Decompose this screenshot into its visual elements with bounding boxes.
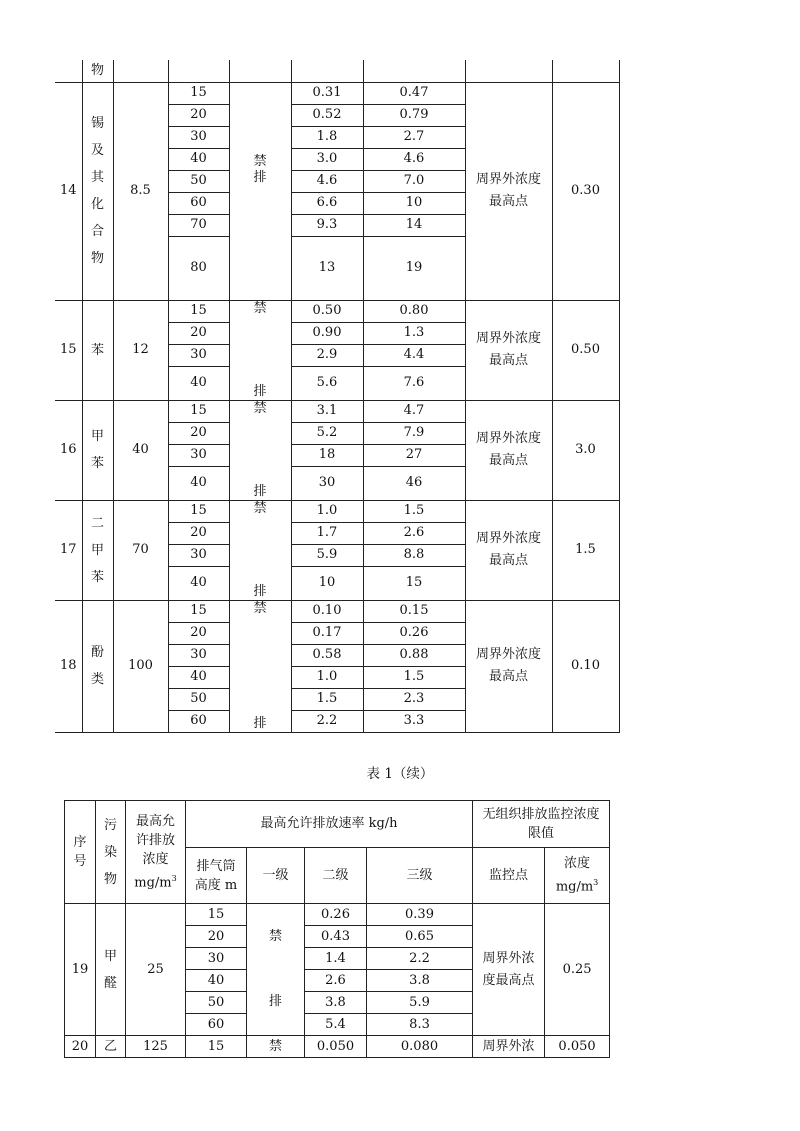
table-row: [65, 1036, 610, 1058]
table-cell: [229, 60, 291, 82]
level3-rate: 15: [363, 566, 465, 600]
header-no: 序号: [65, 801, 96, 904]
max-concentration: 12: [113, 300, 168, 400]
monitor-point: 周界外浓度最高点: [465, 300, 552, 400]
level2-rate: 0.43: [305, 926, 367, 948]
header-max-conc-label: 最高允许排放浓度: [135, 813, 175, 867]
row20-name: 乙: [96, 1036, 126, 1058]
stack-height: 40: [168, 466, 229, 500]
stack-height: 50: [186, 992, 247, 1014]
level2-rate: 0.50: [291, 300, 363, 322]
pollutant-name: [82, 300, 113, 400]
unit-text: mg/m: [134, 875, 172, 891]
level3-rate: 1.5: [363, 666, 465, 688]
stack-height: 20: [168, 104, 229, 126]
row-number: 17: [55, 500, 82, 600]
level2-rate: 1.0: [291, 500, 363, 522]
stack-height: 50: [168, 688, 229, 710]
emission-table: [64, 800, 610, 1058]
level2-rate: 0.31: [291, 82, 363, 104]
level3-rate: 14: [363, 214, 465, 236]
level2-rate: 2.9: [291, 344, 363, 366]
max-concentration: 25: [126, 904, 186, 1036]
header-conc: [545, 848, 610, 904]
stack-height: 60: [168, 710, 229, 732]
pollutant-name-char: 化: [90, 197, 104, 212]
monitor-point: 周界外浓度最高点: [465, 400, 552, 500]
pollutant-name-char: 苯: [90, 342, 104, 358]
table-cell: [168, 60, 229, 82]
emission-table-continued: [55, 60, 620, 733]
level2-rate: 1.7: [291, 522, 363, 544]
table-cell: [465, 60, 552, 82]
stack-height: 30: [186, 948, 247, 970]
level2-rate: 1.8: [291, 126, 363, 148]
pollutant-name: [82, 82, 113, 300]
level1-ban: 排: [229, 422, 291, 500]
stack-height: 30: [168, 544, 229, 566]
level2-rate: 5.6: [291, 366, 363, 400]
level2-rate: 4.6: [291, 170, 363, 192]
level3-rate: 4.4: [363, 344, 465, 366]
pollutant-name-char: 合: [90, 224, 104, 239]
pollutant-name-char: 锡: [90, 116, 104, 131]
level2-rate: 1.5: [291, 688, 363, 710]
header-max-conc: [126, 801, 186, 904]
stack-height: 20: [168, 522, 229, 544]
row20-no: 20: [65, 1036, 96, 1058]
stack-height: 30: [168, 126, 229, 148]
pollutant-name-char: 甲: [90, 542, 104, 558]
table-row: [55, 600, 619, 622]
level3-rate: 0.80: [363, 300, 465, 322]
stack-height: 40: [168, 666, 229, 688]
header-monitor-point: 监控点: [473, 848, 545, 904]
header-unorg-title: 无组织排放监控浓度限值: [473, 801, 610, 848]
level1-ban: 排: [229, 522, 291, 600]
level3-rate: 3.3: [363, 710, 465, 732]
row20-r3: 0.080: [367, 1036, 473, 1058]
level3-rate: 0.79: [363, 104, 465, 126]
level3-rate: 27: [363, 444, 465, 466]
table-cell: [55, 60, 82, 82]
level3-rate: 1.3: [363, 322, 465, 344]
pollutant-name-char: 二: [90, 515, 104, 531]
table-row: [55, 300, 619, 322]
unit-text: mg/m: [555, 879, 594, 895]
pollutant-name: [82, 500, 113, 600]
level3-rate: 7.9: [363, 422, 465, 444]
level3-rate: 7.6: [363, 366, 465, 400]
row20-monitor: 周界外浓: [473, 1036, 545, 1058]
level2-rate: 0.52: [291, 104, 363, 126]
header-conc-label: 浓度: [564, 856, 591, 872]
header-level2: 二级: [305, 848, 367, 904]
level3-rate: 0.26: [363, 622, 465, 644]
stack-height: 30: [168, 444, 229, 466]
table-cell: [552, 60, 619, 82]
level2-rate: 2.2: [291, 710, 363, 732]
level3-rate: 2.7: [363, 126, 465, 148]
level3-rate: 19: [363, 236, 465, 300]
header-level3: 三级: [367, 848, 473, 904]
pollutant-name-char: 苯: [90, 456, 104, 471]
stack-height: 60: [168, 192, 229, 214]
table-caption: 表 1（续）: [366, 766, 434, 782]
pollutant-name-char: 其: [90, 170, 104, 185]
pollutant-name: [82, 400, 113, 500]
level2-rate: 9.3: [291, 214, 363, 236]
max-concentration: 40: [113, 400, 168, 500]
row-number: 19: [65, 904, 96, 1036]
level2-rate: 3.0: [291, 148, 363, 170]
level1-ban: 禁: [247, 904, 305, 970]
table-row: [65, 904, 610, 926]
concentration-limit: 3.0: [552, 400, 619, 500]
table-cell: 物: [82, 60, 113, 82]
row20-r2: 0.050: [305, 1036, 367, 1058]
level1-ban: 排: [229, 644, 291, 732]
stack-height: 20: [168, 422, 229, 444]
row-number: 18: [55, 600, 82, 732]
level3-rate: 1.5: [363, 500, 465, 522]
unit-sup: 3: [593, 878, 599, 888]
table-row: [55, 500, 619, 522]
concentration-limit: 0.30: [552, 82, 619, 300]
stack-height: 40: [168, 148, 229, 170]
level2-rate: 5.2: [291, 422, 363, 444]
row-number: 14: [55, 82, 82, 300]
level2-rate: 0.90: [291, 322, 363, 344]
level3-rate: 2.6: [363, 522, 465, 544]
stack-height: 30: [168, 644, 229, 666]
stack-height: 40: [168, 366, 229, 400]
level2-rate: 2.6: [305, 970, 367, 992]
level2-rate: 5.4: [305, 1014, 367, 1036]
level3-rate: 5.9: [367, 992, 473, 1014]
stack-height: 70: [168, 214, 229, 236]
level3-rate: 0.65: [367, 926, 473, 948]
header-conc-unit: [545, 873, 609, 896]
level2-rate: 5.9: [291, 544, 363, 566]
level2-rate: 0.17: [291, 622, 363, 644]
stack-height: 15: [168, 600, 229, 622]
table-cell: [291, 60, 363, 82]
table-row: [55, 400, 619, 422]
level3-rate: 0.88: [363, 644, 465, 666]
level3-rate: 4.6: [363, 148, 465, 170]
pollutant-name-char: 甲: [103, 948, 117, 964]
table-cell: [113, 60, 168, 82]
concentration-limit: 0.25: [545, 904, 610, 1036]
level1-ban: 排: [229, 322, 291, 400]
level1-ban: 禁: [229, 300, 291, 322]
level2-rate: 13: [291, 236, 363, 300]
stack-height: 15: [168, 400, 229, 422]
stack-height: 50: [168, 170, 229, 192]
stack-height: 20: [168, 622, 229, 644]
pollutant-name-char: 苯: [90, 569, 104, 585]
header-max-conc-unit: [126, 869, 185, 892]
table-row: [55, 60, 619, 82]
pollutant-name-char: 酚: [90, 645, 104, 660]
level1-ban: 禁: [229, 400, 291, 422]
stack-height: 30: [168, 344, 229, 366]
monitor-point: 周界外浓度最高点: [473, 904, 545, 1036]
stack-height: 80: [168, 236, 229, 300]
level3-rate: 10: [363, 192, 465, 214]
concentration-limit: 0.50: [552, 300, 619, 400]
level2-rate: 0.58: [291, 644, 363, 666]
level3-rate: 7.0: [363, 170, 465, 192]
monitor-point: 周界外浓度最高点: [465, 82, 552, 300]
level1-ban: 禁: [229, 82, 291, 170]
pollutant-name: [96, 904, 126, 1036]
pollutant-name-char: 醛: [103, 975, 117, 991]
header-stack-height: 排气筒高度 m: [186, 848, 247, 904]
level2-rate: 3.1: [291, 400, 363, 422]
stack-height: 15: [186, 904, 247, 926]
stack-height: 60: [186, 1014, 247, 1036]
row-number: 16: [55, 400, 82, 500]
level2-rate: 0.26: [305, 904, 367, 926]
row20-conc: 125: [126, 1036, 186, 1058]
stack-height: 20: [186, 926, 247, 948]
row-number: 15: [55, 300, 82, 400]
level1-ban: 禁: [229, 600, 291, 644]
stack-height: 40: [168, 566, 229, 600]
level1-ban: 排: [247, 970, 305, 1036]
max-concentration: 70: [113, 500, 168, 600]
level1-ban: 禁: [229, 500, 291, 522]
stack-height: 15: [168, 300, 229, 322]
pollutant-name-char: 物: [90, 251, 104, 266]
row20-limit: 0.050: [545, 1036, 610, 1058]
row20-r1: 禁: [247, 1036, 305, 1058]
level3-rate: 2.3: [363, 688, 465, 710]
unit-sup: 3: [171, 873, 177, 883]
level2-rate: 3.8: [305, 992, 367, 1014]
level2-rate: 1.0: [291, 666, 363, 688]
level3-rate: 2.2: [367, 948, 473, 970]
level3-rate: 8.3: [367, 1014, 473, 1036]
header-rate-title: 最高允许排放速率 kg/h: [186, 801, 473, 848]
concentration-limit: 0.10: [552, 600, 619, 732]
level2-rate: 18: [291, 444, 363, 466]
monitor-point: 周界外浓度最高点: [465, 600, 552, 732]
level2-rate: 1.4: [305, 948, 367, 970]
level3-rate: 0.47: [363, 82, 465, 104]
level2-rate: 0.10: [291, 600, 363, 622]
level2-rate: 30: [291, 466, 363, 500]
level3-rate: 46: [363, 466, 465, 500]
level3-rate: 0.15: [363, 600, 465, 622]
concentration-limit: 1.5: [552, 500, 619, 600]
level2-rate: 10: [291, 566, 363, 600]
pollutant-name-char: 类: [90, 672, 104, 687]
header-pollutant: 污染物: [96, 801, 126, 904]
level3-rate: 3.8: [367, 970, 473, 992]
monitor-point: 周界外浓度最高点: [465, 500, 552, 600]
header-level1: 一级: [247, 848, 305, 904]
stack-height: 15: [168, 500, 229, 522]
pollutant-name: [82, 600, 113, 732]
level3-rate: 0.39: [367, 904, 473, 926]
stack-height: 40: [186, 970, 247, 992]
level3-rate: 4.7: [363, 400, 465, 422]
stack-height: 15: [168, 82, 229, 104]
stack-height: 20: [168, 322, 229, 344]
max-concentration: 8.5: [113, 82, 168, 300]
table-cell: [363, 60, 465, 82]
level1-ban: 排: [229, 170, 291, 300]
row20-h: 15: [186, 1036, 247, 1058]
pollutant-name-char: 及: [90, 143, 104, 158]
table-row: [55, 82, 619, 104]
level3-rate: 8.8: [363, 544, 465, 566]
max-concentration: 100: [113, 600, 168, 732]
pollutant-name-char: 甲: [90, 429, 104, 444]
level2-rate: 6.6: [291, 192, 363, 214]
